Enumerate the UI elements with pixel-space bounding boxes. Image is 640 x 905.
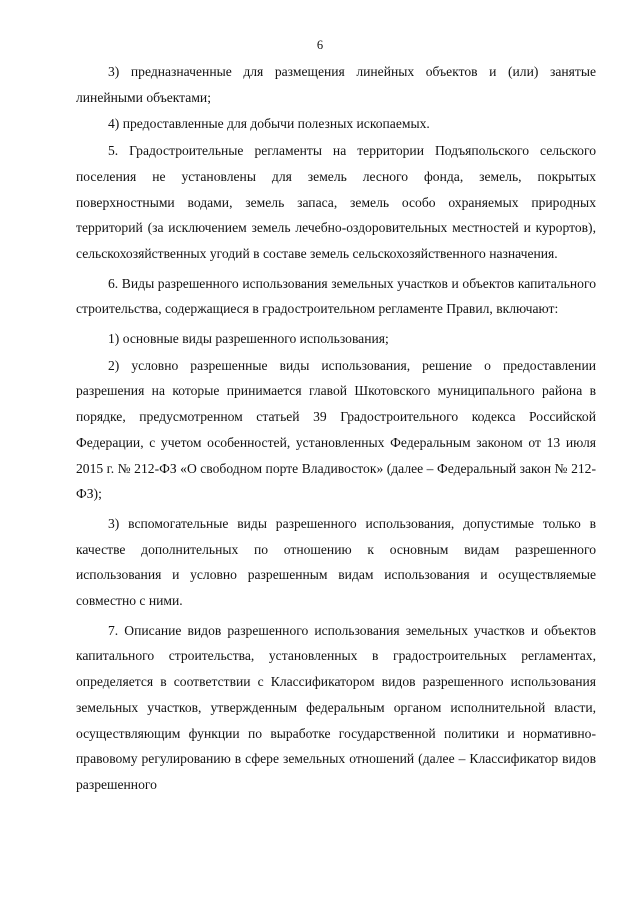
list-item-2-conditional-uses: 2) условно разрешенные виды использования, решение о предоставлении разрешения на которые принимается главой Шкотовского муниципального района в порядке, предусмотренном статьей 39 Градостроительного кодекса Российской Федерации, с учетом особенностей, установленных Федеральным законом от 13 июля 2015 г. № 212-ФЗ «О свободном порте Владивосток» (далее – Федеральный закон № 212-ФЗ); <box>76 357 596 502</box>
paragraph-7-classifier: 7. Описание видов разрешенного использования земельных участков и объектов капитального строительства, установленных в градостроительных регламентах, определяется в соответствии с Классификатором видов разрешенного использования земельных участков, утвержденным федеральным органом исполнительной власти, осуществляющим функции по выработке государственной политики и нормативно-правовому регулированию в сфере земельных отношений (далее – Классификатор видов разрешенного <box>76 622 596 792</box>
paragraph-5-regulations: 5. Градостроительные регламенты на территории Подъяпольского сельского поселения не установлены для земель лесного фонда, земель, покрытых поверхностными водами, земель запаса, земель особо охраняемых природных территорий (за исключением земель лечебно-оздоровительных местностей и курортов), сельскохозяйственных угодий в составе земель сельскохозяйственного назначения. <box>76 143 596 261</box>
document-body <box>76 59 596 802</box>
list-item-4-mineral-extraction: 4) предоставленные для добычи полезных ископаемых. <box>108 116 430 132</box>
list-item-3-auxiliary-uses: 3) вспомогательные виды разрешенного использования, допустимые только в качестве дополнительных по отношению к основным видам разрешенного использования и условно разрешенным видам использования и осуществляемые совместно с ними. <box>76 515 596 609</box>
list-item-3-linear-objects: 3) предназначенные для размещения линейных объектов и (или) занятые линейными объектами; <box>76 64 596 105</box>
paragraph-6-permitted-use-types: 6. Виды разрешенного использования земельных участков и объектов капитального строительства, содержащиеся в градостроительном регламенте Правил, включают: <box>76 275 596 317</box>
page-number: 6 <box>316 38 324 52</box>
list-item-1-main-uses: 1) основные виды разрешенного использования; <box>108 331 389 347</box>
